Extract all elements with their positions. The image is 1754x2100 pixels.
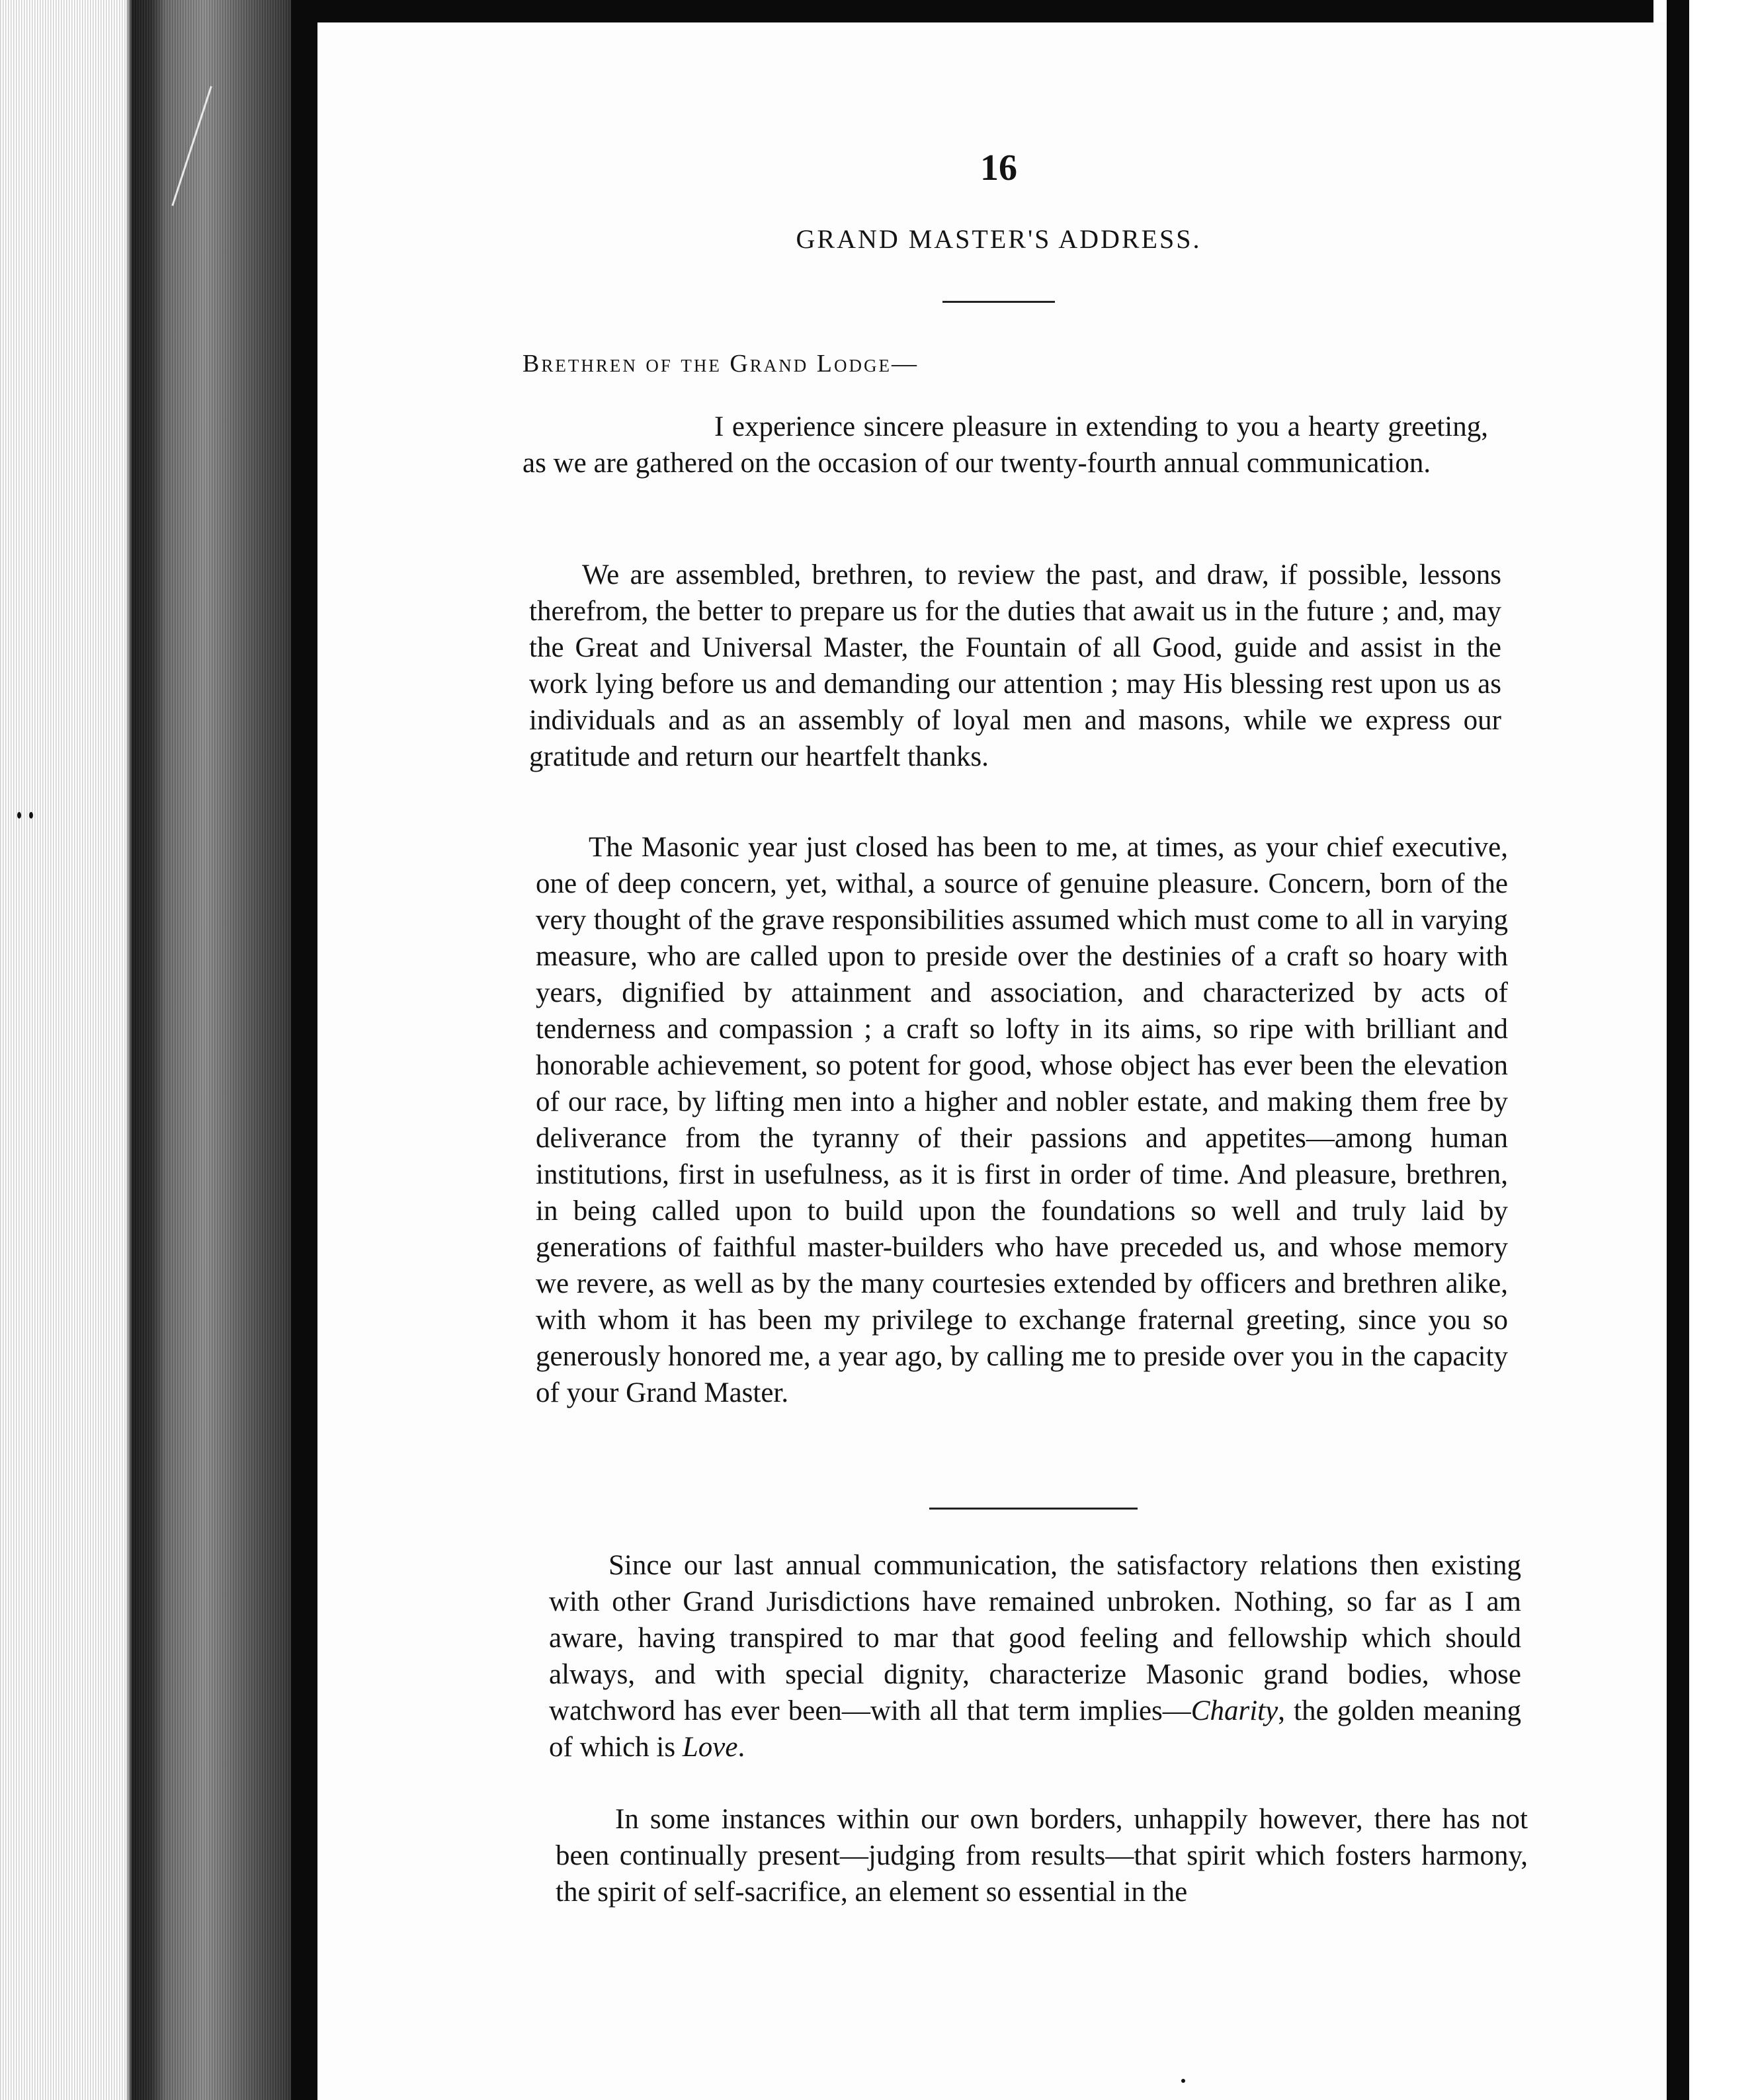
ink-speck (29, 812, 33, 819)
ink-speck (17, 812, 21, 819)
scan-top-border (291, 0, 1653, 22)
scan-right-margin (1689, 0, 1754, 2100)
paragraph-relations (549, 1547, 1521, 1765)
love-word: Love (682, 1732, 738, 1763)
section-divider (929, 1508, 1138, 1510)
scan-right-border (1667, 0, 1689, 2100)
page-heading: GRAND MASTER'S ADDRESS. (796, 224, 1202, 254)
paragraph-assembled: We are assembled, brethren, to review the past, and draw, if possible, lessons therefrom, the better to prepare us for the duties that await us in the future ; and, may the Great and Universal Master, the Fountain of all Good, guide and assist in the work lying before us and demanding our attention ; may His blessing rest upon us as individuals and as an assembly of loyal men and masons, while we express our gratitude and return our heartfelt thanks. (529, 559, 1501, 772)
book-fore-edge (0, 0, 311, 2100)
paragraph-relations-end: . (737, 1732, 745, 1763)
paragraph-borders: In some instances within our own borders, unhappily however, there has not been continually present—judging from results—that spirit which fosters harmony, the spirit of self-sacrifice, an element so essential in the (556, 1804, 1528, 1908)
ink-speck (1181, 2079, 1185, 2083)
salutation: Brethren of the Grand Lodge— (522, 350, 919, 378)
page-number: 16 (980, 147, 1017, 188)
heading-divider (942, 301, 1055, 303)
paragraph-relations-text: Since our last annual communication, the satisfactory relations then existing with other Grand Jurisdictions have remained unbroken. Nothing, so far as I am aware, having transpired to mar that good feeling and fellowship which should always, and with special dignity, characterize Masonic grand bodies, whose watchword has ever been—with all that term implies— (549, 1550, 1521, 1726)
paragraph-greeting: I experience sincere pleasure in extending to you a hearty greeting, as we are gathered on the occasion of our twenty-fourth annual communication. (522, 411, 1488, 479)
gutter-shadow (291, 0, 317, 2100)
paragraph-masonic-year: The Masonic year just closed has been to me, at times, as your chief executive, one of deep concern, yet, withal, a source of genuine pleasure. Concern, born of the very thought of the grave responsibilities assumed which must come to all in varying measure, who are called upon to preside over the destinies of a craft so hoary with years, dignified by attainment and association, and characterized by acts of tenderness and compassion ; a craft so lofty in its aims, so ripe with brilliant and honorable achievement, so potent for good, whose object has ever been the elevation of our race, by lifting men into a higher and nobler estate, and making them free by deliverance from the tyranny of their passions and appetites—among human institutions, first in usefulness, as it is first in order of time. And pleasure, brethren, in being called upon to build upon the foundations so well and truly laid by generations of faithful master-builders who have preceded us, and whose memory we revere, as well as by the many courtesies extended by officers and brethren alike, with whom it has been my privilege to exchange fraternal greeting, since you so generously honored me, a year ago, by calling me to preside over you in the capacity of your Grand Master. (536, 832, 1508, 1408)
charity-word: Charity (1190, 1695, 1278, 1726)
paragraph-relations-middle: , the golden meaning of which is (549, 1695, 1521, 1763)
